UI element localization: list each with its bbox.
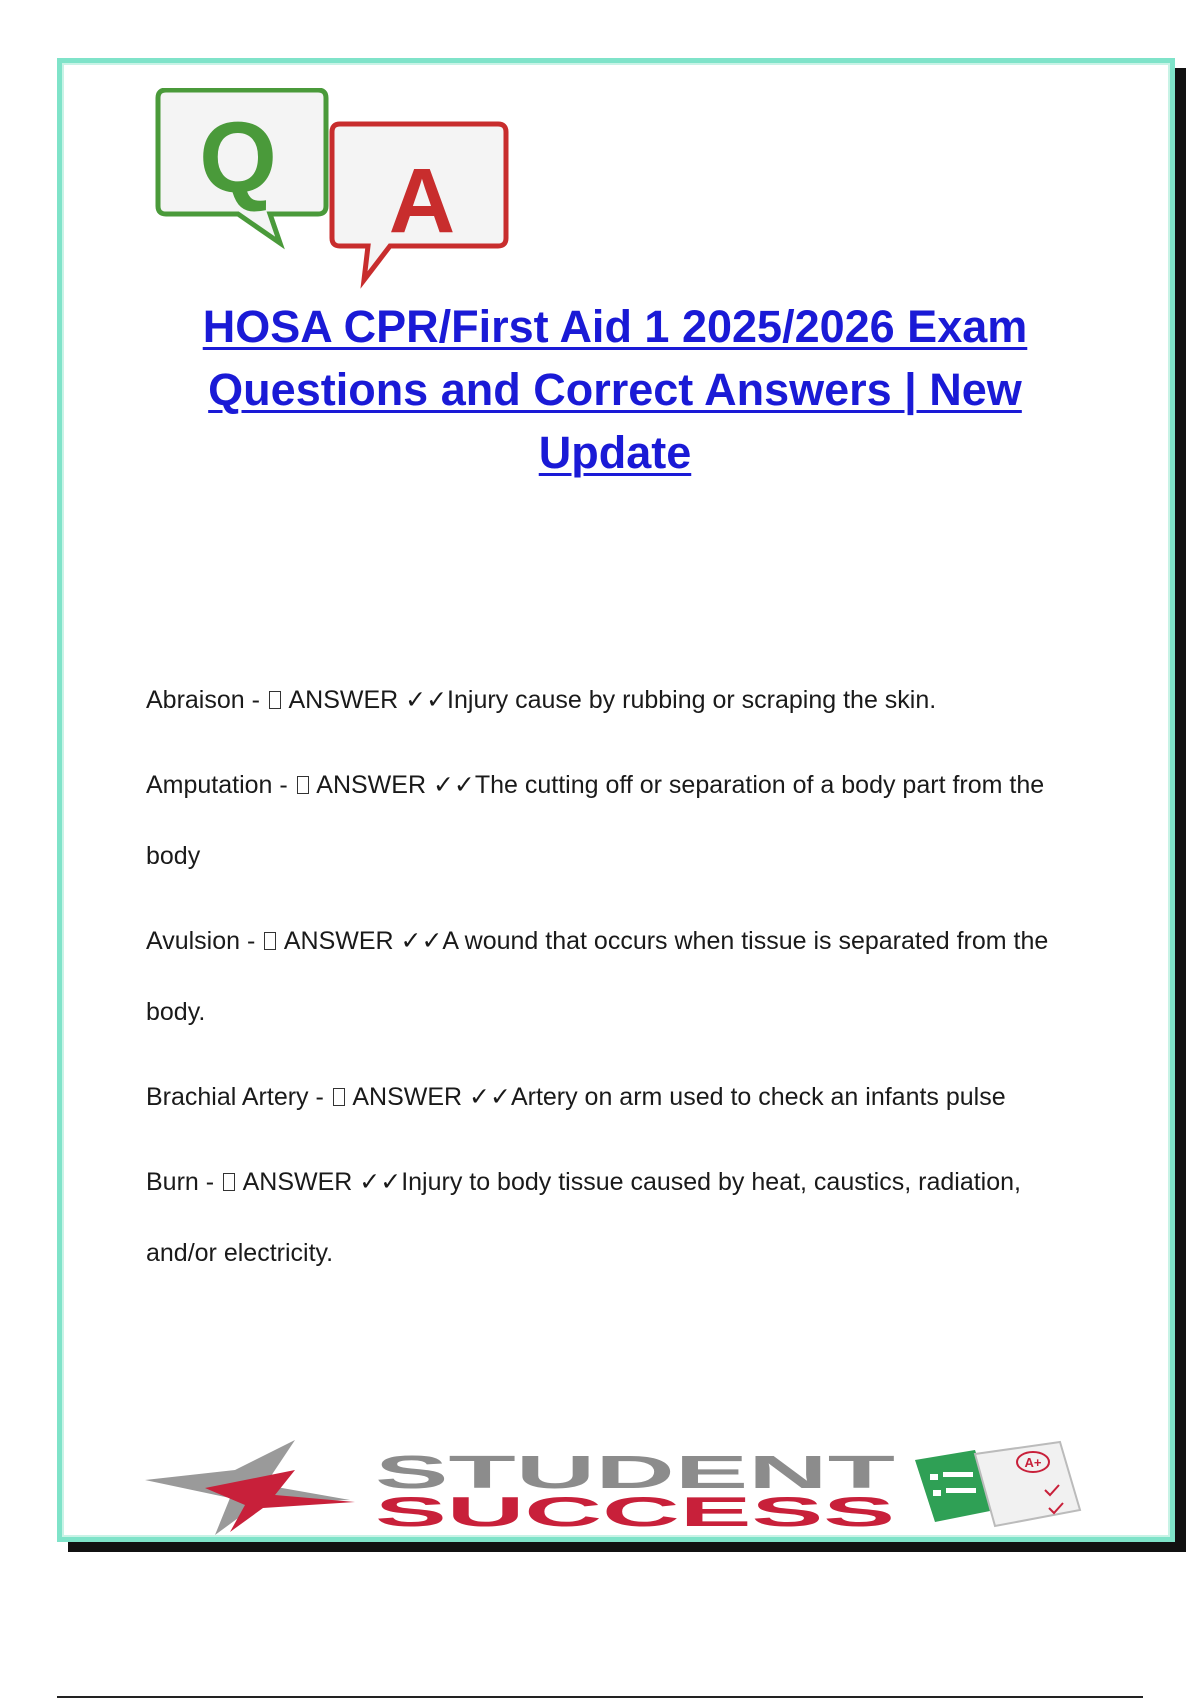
graded-paper-icon — [975, 1442, 1080, 1526]
entry-term: Avulsion — [146, 927, 241, 955]
missing-glyph-icon — [264, 932, 276, 950]
entry-answer: A wound that occurs when tissue is separated from the body. — [146, 927, 1049, 1026]
q-bubble-icon — [158, 90, 326, 243]
list-item: Burn - ANSWER ✓✓Injury to body tissue caused by heat, caustics, radiation, and/or electricity. — [146, 1168, 1021, 1267]
entry-term: Abraison — [146, 686, 245, 714]
grade-text: A+ — [1024, 1455, 1042, 1470]
a-bubble-icon — [332, 124, 506, 280]
missing-glyph-icon — [297, 776, 309, 794]
page-divider — [57, 1696, 1143, 1698]
missing-glyph-icon — [223, 1173, 235, 1191]
answer-marker: ANSWER ✓✓ — [316, 771, 475, 799]
entry-term: Amputation — [146, 771, 273, 799]
answer-marker: ANSWER ✓✓ — [288, 686, 448, 714]
student-success-logo — [145, 1440, 1085, 1540]
star-arrow-icon — [145, 1440, 355, 1535]
success-text: SUCCESS — [375, 1488, 895, 1535]
answer-marker: ANSWER ✓✓ — [283, 927, 443, 955]
entry-term: Burn — [146, 1168, 199, 1196]
list-item: Avulsion - ANSWER ✓✓A wound that occurs when tissue is separated from the body. — [146, 927, 1049, 1026]
answer-marker: ANSWER ✓✓ — [352, 1083, 511, 1111]
entry-answer: Injury cause by rubbing or scraping the skin. — [447, 686, 937, 714]
list-item: Abraison - ANSWER ✓✓Injury cause by rubbing or scraping the skin. — [146, 686, 937, 714]
entry-list — [146, 665, 1076, 1303]
entry-answer: Injury to body tissue caused by heat, caustics, radiation, and/or electricity. — [146, 1168, 1021, 1267]
missing-glyph-icon — [269, 691, 281, 709]
qa-logo — [150, 88, 510, 298]
missing-glyph-icon — [333, 1088, 345, 1106]
entry-term: Brachial Artery — [146, 1083, 309, 1111]
document-title: HOSA CPR/First Aid 1 2025/2026 Exam Questions and Correct Answers | New Update — [202, 301, 1028, 478]
answer-marker: ANSWER ✓✓ — [242, 1168, 402, 1196]
a-letter: A — [388, 150, 456, 252]
student-text: STUDENT — [375, 1446, 895, 1498]
entry-answer: The cutting off or separation of a body part from the body — [146, 771, 1045, 870]
q-letter: Q — [199, 102, 277, 214]
list-item: Brachial Artery - ANSWER ✓✓Artery on arm used to check an infants pulse — [146, 1083, 1006, 1111]
entry-answer: Artery on arm used to check an infants pulse — [510, 1083, 1006, 1111]
list-item: Amputation - ANSWER ✓✓The cutting off or separation of a body part from the body — [146, 771, 1045, 870]
